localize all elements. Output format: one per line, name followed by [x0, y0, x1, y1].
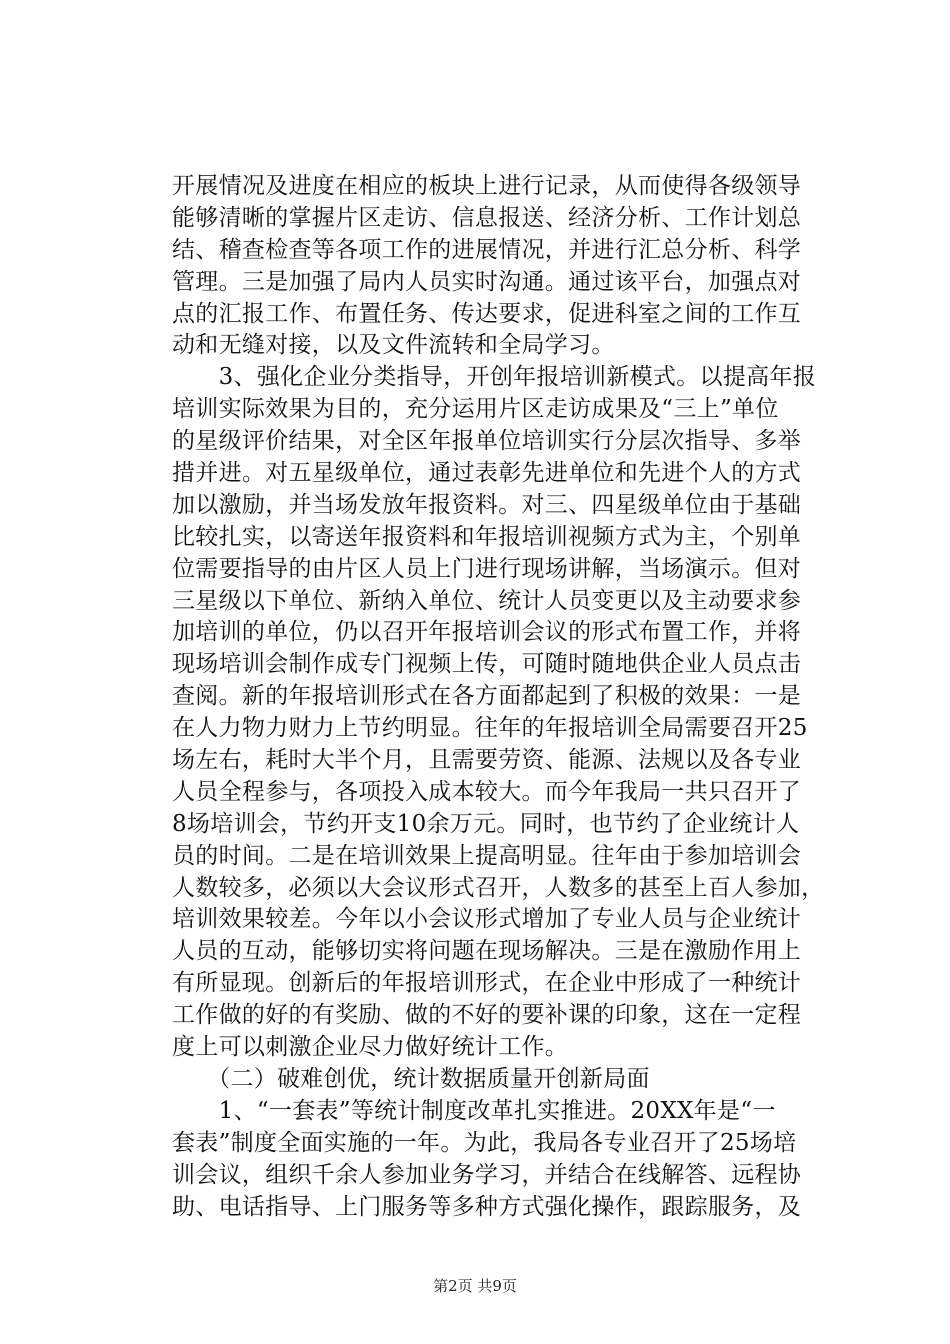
- text-line: 人数较多，必须以大会议形式召开，人数多的甚至上百人参加，: [172, 874, 825, 901]
- text-line: 管理。三是加强了局内人员实时沟通。通过该平台，加强点对: [172, 268, 802, 295]
- text-line: 套表”制度全面实施的一年。为此，我局各专业召开了25场培: [172, 1129, 797, 1156]
- text-line: 场左右，耗时大半个月，且需要劳资、能源、法规以及各专业: [172, 747, 802, 774]
- text-line: 8场培训会，节约开支10余万元。同时，也节约了企业统计人: [172, 810, 800, 837]
- text-line: 开展情况及进度在相应的板块上进行记录，从而使得各级领导: [172, 173, 802, 199]
- text-line: 点的汇报工作、布置任务、传达要求，促进科室之间的工作互: [172, 300, 802, 327]
- text-line: 位需要指导的由片区人员上门进行现场讲解，当场演示。但对: [172, 555, 802, 582]
- text-line: 培训实际效果为目的，充分运用片区走访成果及“三上”单位: [172, 396, 779, 423]
- text-line: 人员全程参与，各项投入成本较大。而今年我局一共只召开了: [172, 778, 802, 805]
- text-line: 措并进。对五星级单位，通过表彰先进单位和先进个人的方式: [172, 460, 802, 487]
- text-line: 1、“一套表”等统计制度改革扎实推进。20XX年是“一: [172, 1097, 776, 1124]
- text-line: 三星级以下单位、新纳入单位、统计人员变更以及主动要求参: [172, 587, 802, 614]
- text-line: 培训效果较差。今年以小会议形式增加了专业人员与企业统计: [172, 906, 802, 933]
- text-line: 3、强化企业分类指导，开创年报培训新模式。以提高年报: [172, 364, 817, 391]
- text-line: 结、稽查检查等各项工作的进展情况，并进行汇总分析、科学: [172, 236, 802, 263]
- text-line: 的星级评价结果，对全区年报单位培训实行分层次指导、多举: [172, 428, 802, 455]
- section-heading: （二）破难创优，统计数据质量开创新局面: [172, 1065, 650, 1092]
- text-line: 加培训的单位，仍以召开年报培训会议的形式布置工作，并将: [172, 619, 802, 646]
- text-line: 工作做的好的有奖励、做的不好的要补课的印象，这在一定程: [172, 1002, 802, 1029]
- text-line: 能够清晰的掌握片区走访、信息报送、经济分析、工作计划总: [172, 204, 802, 231]
- text-line: 有所显现。创新后的年报培训形式，在企业中形成了一种统计: [172, 970, 802, 997]
- page-footer: 第2页 共9页: [433, 1277, 517, 1295]
- text-line: 人员的互动，能够切实将问题在现场解决。三是在激励作用上: [172, 938, 802, 965]
- text-line: 助、电话指导、上门服务等多种方式强化操作，跟踪服务，及: [172, 1193, 802, 1220]
- text-line: 动和无缝对接，以及文件流转和全局学习。: [172, 332, 615, 359]
- text-line: 员的时间。二是在培训效果上提高明显。往年由于参加培训会: [172, 842, 802, 869]
- text-line: 查阅。新的年报培训形式在各方面都起到了积极的效果：一是: [172, 683, 802, 710]
- text-line: 现场培训会制作成专门视频上传，可随时随地供企业人员点击: [172, 651, 802, 678]
- body-text: [172, 171, 832, 1223]
- text-line: 比较扎实，以寄送年报资料和年报培训视频方式为主，个别单: [172, 523, 802, 550]
- text-line: 训会议，组织千余人参加业务学习，并结合在线解答、远程协: [172, 1161, 802, 1188]
- text-line: 度上可以刺激企业尽力做好统计工作。: [172, 1034, 569, 1061]
- text-line: 在人力物力财力上节约明显。往年的年报培训全局需要召开25: [172, 715, 808, 742]
- text-line: 加以激励，并当场发放年报资料。对三、四星级单位由于基础: [172, 491, 802, 518]
